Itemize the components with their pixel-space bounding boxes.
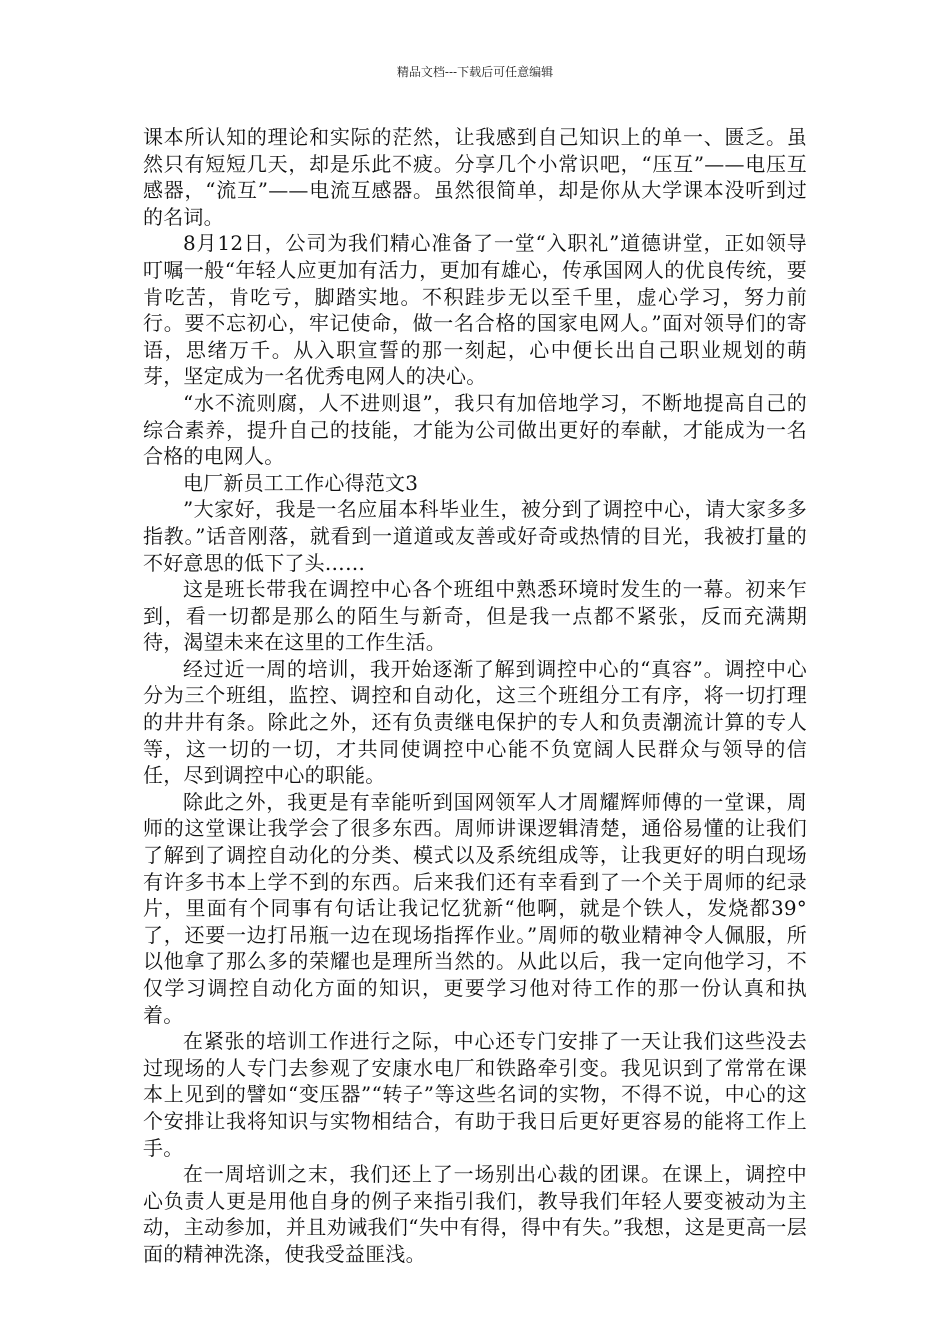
paragraph: 经过近一周的培训，我开始逐渐了解到调控中心的“真容”。调控中心分为三个班组，监控、调控和自动化，这三个班组分工有序，将一切打理的井井有条。除此之外，还有负责继电保护的专人和负责潮流计算的专人等，这一切的一切，才共同使调控中心能不负宽阔人民群众与领导的信任，尽到调控中心的职能。 xyxy=(143,656,807,788)
paragraph-continuation: 课本所认知的理论和实际的茫然，让我感到自己知识上的单一、匮乏。虽然只有短短几天，却是乐此不疲。分享几个小常识吧，“压互”——电压互感器，“流互”——电流互感器。虽然很简单，却是你从大学课本没听到过的名词。 xyxy=(143,125,807,229)
paragraph: 8月12日，公司为我们精心准备了一堂“入职礼”道德讲堂，正如领导叮嘱一般“年轻人应更加有活力，更加有雄心，传承国网人的优良传统，要肯吃苦，肯吃亏，脚踏实地。不积跬步无以至千里，虚心学习，努力前行。要不忘初心，牢记使命，做一名合格的国家电网人。”面对领导们的寄语，思绪万千。从入职宣誓的那一刻起，心中便长出自己职业规划的萌芽，坚定成为一名优秀电网人的决心。 xyxy=(143,231,807,389)
page-header: 精品文档---下载后可任意编辑 xyxy=(396,65,554,79)
paragraph: 在紧张的培训工作进行之际，中心还专门安排了一天让我们这些没去过现场的人专门去参观了安康水电厂和铁路牵引变。我见识到了常常在课本上见到的譬如“变压器”“转子”等这些名词的实物，不得不说，中心的这个安排让我将知识与实物相结合，有助于我日后更好更容易的能将工作上手。 xyxy=(143,1029,807,1160)
paragraph: “水不流则腐，人不进则退”，我只有加倍地学习，不断地提高自己的综合素养，提升自己的技能，才能为公司做出更好的奉献，才能成为一名合格的电网人。 xyxy=(143,390,807,469)
paragraph: 这是班长带我在调控中心各个班组中熟悉环境时发生的一幕。初来乍到，看一切都是那么的陌生与新奇，但是我一点都不紧张，反而充满期待，渴望未来在这里的工作生活。 xyxy=(143,577,807,655)
paragraph: 除此之外，我更是有幸能听到国网领军人才周耀辉师傅的一堂课，周师的这堂课让我学会了很多东西。周师讲课逻辑清楚，通俗易懂的让我们了解到了调控自动化的分类、模式以及系统组成等，让我更好的明白现场有许多书本上学不到的东西。后来我们还有幸看到了一个关于周师的纪录片，里面有个同事有句话让我记忆犹新“他啊，就是个铁人，发烧都39°了，还要一边打吊瓶一边在现场指挥作业。”周师的敬业精神令人佩服，所以他拿了那么多的荣耀也是理所当然的。从此以后，我一定向他学习，不仅学习调控自动化方面的知识，更要学习他对待工作的那一份认真和执着。 xyxy=(143,789,807,1027)
paragraph: ”大家好，我是一名应届本科毕业生，被分到了调控中心，请大家多多指教。”话音刚落，就看到一道道或友善或好奇或热情的目光，我被打量的不好意思的低下了头…… xyxy=(143,497,807,575)
paragraph: 在一周培训之末，我们还上了一场别出心裁的团课。在课上，调控中心负责人更是用他自身的例子来指引我们，教导我们年轻人要变被动为主动，主动参加，并且劝诫我们“失中有得，得中有失。”我想，这是更高一层面的精神洗涤，使我受益匪浅。 xyxy=(143,1162,807,1266)
section-heading: 电厂新员工工作心得范文3 xyxy=(183,470,419,495)
document-body xyxy=(143,124,807,1268)
